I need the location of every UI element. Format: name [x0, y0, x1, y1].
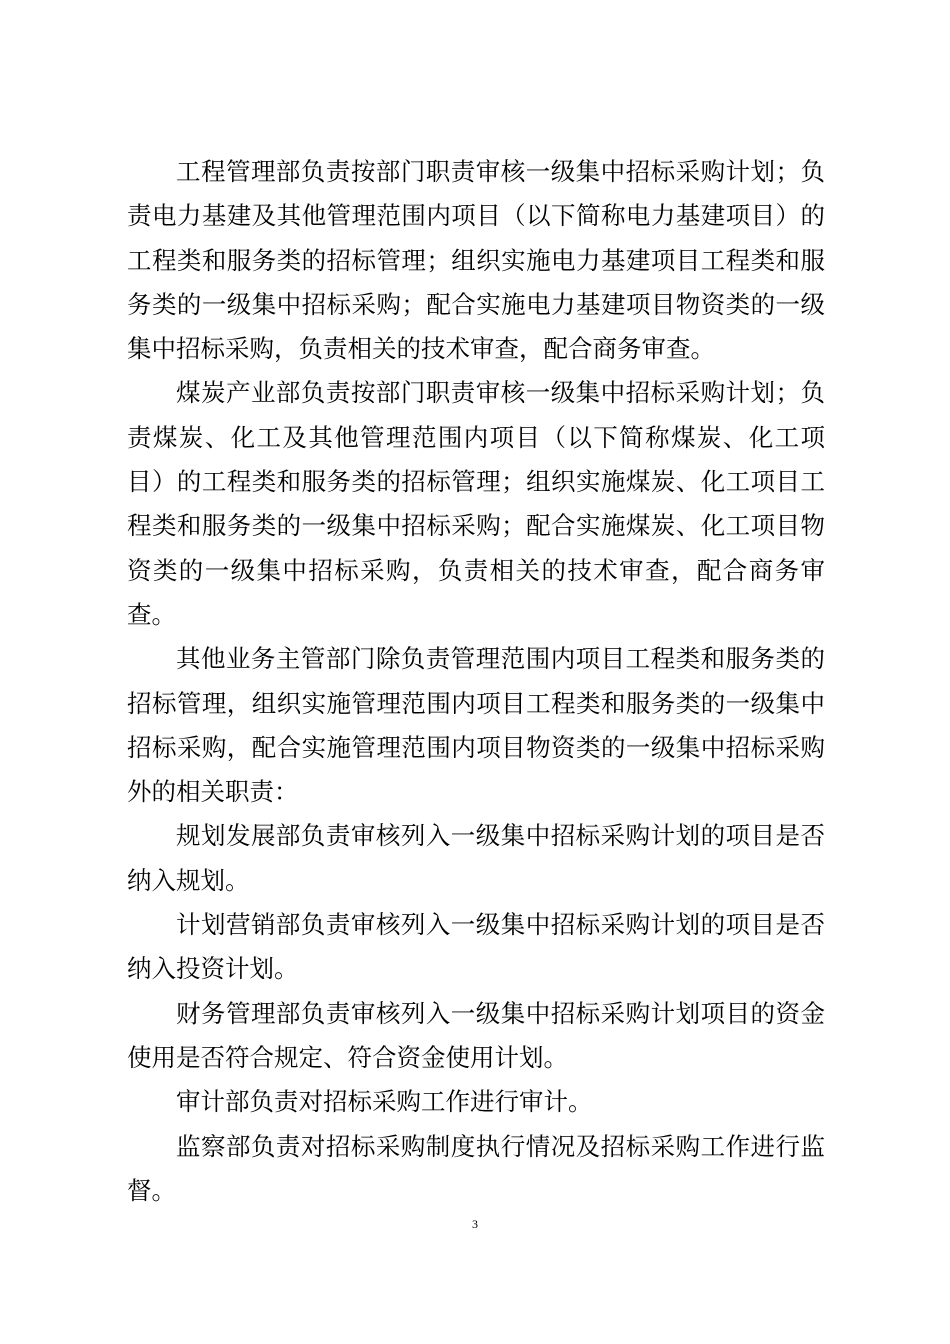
paragraph-planning-dept: 规划发展部负责审核列入一级集中招标采购计划的项目是否纳入规划。 — [127, 821, 825, 895]
page-number: 3 — [472, 1217, 478, 1231]
document-body — [127, 150, 825, 1213]
paragraph-audit-dept: 审计部负责对招标采购工作进行审计。 — [176, 1087, 593, 1117]
paragraph-marketing-dept: 计划营销部负责审核列入一级集中招标采购计划的项目是否纳入投资计划。 — [127, 910, 825, 984]
paragraph-coal-dept: 煤炭产业部负责按部门职责审核一级集中招标采购计划；负责煤炭、化工及其他管理范围内项目（以下简称煤炭、化工项目）的工程类和服务类的招标管理；组织实施煤炭、化工项目工程类和服务类的一级集中招标采购；配合实施煤炭、化工项目物资类的一级集中招标采购，负责相关的技术审查，配合商务审查。 — [127, 378, 825, 629]
paragraph-finance-dept: 财务管理部负责审核列入一级集中招标采购计划项目的资金使用是否符合规定、符合资金使用计划。 — [127, 998, 825, 1072]
paragraph-supervision-dept: 监察部负责对招标采购制度执行情况及招标采购工作进行监督。 — [127, 1131, 825, 1205]
paragraph-other-depts: 其他业务主管部门除负责管理范围内项目工程类和服务类的招标管理，组织实施管理范围内项目工程类和服务类的一级集中招标采购，配合实施管理范围内项目物资类的一级集中招标采购外的相关职责： — [127, 644, 825, 807]
paragraph-engineering-dept: 工程管理部负责按部门职责审核一级集中招标采购计划；负责电力基建及其他管理范围内项目（以下简称电力基建项目）的工程类和服务类的招标管理；组织实施电力基建项目工程类和服务类的一级集中招标采购；配合实施电力基建项目物资类的一级集中招标采购，负责相关的技术审查，配合商务审查。 — [127, 157, 825, 364]
